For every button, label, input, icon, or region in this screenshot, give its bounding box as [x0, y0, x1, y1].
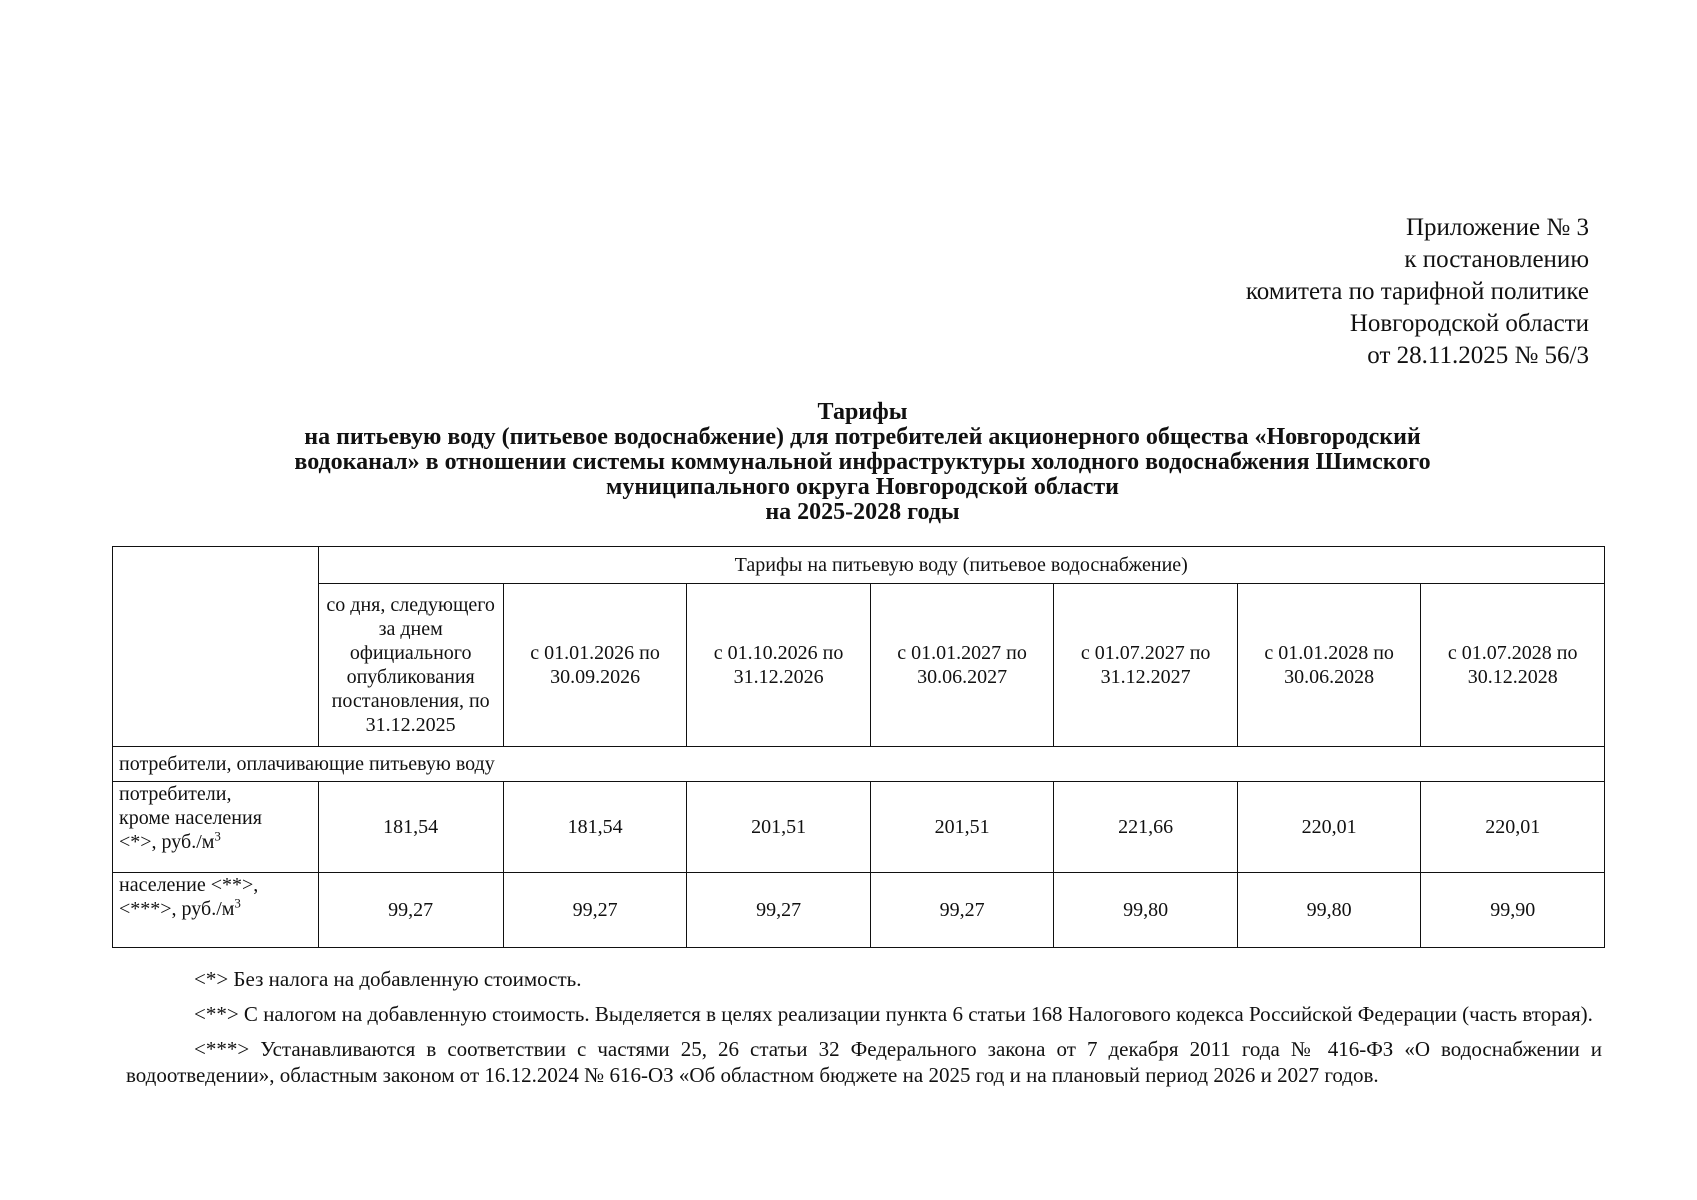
row-label-line: кроме населения [119, 807, 262, 829]
tariff-value: 99,27 [318, 873, 503, 948]
tariff-value: 221,66 [1054, 782, 1238, 873]
table-row [113, 873, 1605, 948]
row-label-line: население <**>, [119, 874, 259, 896]
tariff-value: 220,01 [1237, 782, 1421, 873]
row-label-population [113, 873, 319, 948]
section-label: потребители, оплачивающие питьевую воду [113, 747, 1605, 782]
row-label-line [119, 830, 312, 854]
tariff-value: 99,80 [1237, 873, 1421, 948]
appendix-number: Приложение № 3 [1405, 214, 1589, 241]
period-header: с 01.10.2026 по 31.12.2026 [687, 584, 871, 747]
table-corner-cell [113, 547, 319, 747]
tariff-value: 181,54 [503, 782, 687, 873]
table-period-header-row [113, 584, 1605, 747]
period-header: с 01.01.2028 по 30.06.2028 [1237, 584, 1421, 747]
document-title [165, 400, 1560, 525]
tariff-value: 99,27 [870, 873, 1054, 948]
tariff-value: 99,80 [1054, 873, 1238, 948]
footnote-legal-basis: <***> Устанавливаются в соответствии с частями 25, 26 статьи 32 Федерального закона от 7 декабря 2011 года № 416-ФЗ «О водоснабжении и водоотведении», областным законом от 16.12.2024 № 616-ОЗ «Об областном бюджете на 2025 год и на плановый период 2026 и 2027 годов. [126, 1037, 1602, 1087]
row-label-unit: <*>, руб./м [119, 831, 215, 853]
period-header: с 01.01.2027 по 30.06.2027 [870, 584, 1054, 747]
footnotes [126, 966, 1602, 1097]
tariff-value: 181,54 [318, 782, 503, 873]
unit-exponent: 3 [214, 828, 221, 844]
table-group-header-row [113, 547, 1605, 584]
tariff-value: 99,90 [1421, 873, 1605, 948]
tariff-value: 220,01 [1421, 782, 1605, 873]
row-label-line [119, 897, 312, 921]
table-row [113, 782, 1605, 873]
row-label-non-population [113, 782, 319, 873]
tariffs-table [112, 546, 1605, 948]
appendix-to-resolution: к постановлению [1404, 246, 1589, 273]
appendix-date-number: от 28.11.2025 № 56/3 [1367, 342, 1589, 369]
unit-exponent: 3 [234, 895, 241, 911]
appendix-block [1246, 212, 1589, 372]
table-section-row [113, 747, 1605, 782]
row-label-unit: <***>, руб./м [119, 898, 235, 920]
tariff-value: 99,27 [503, 873, 687, 948]
table-group-header: Тарифы на питьевую воду (питьевое водоснабжение) [318, 547, 1604, 584]
footnote-vat-excluded: <*> Без налога на добавленную стоимость. [194, 967, 582, 991]
row-label-line: потребители, [119, 783, 232, 805]
period-header: со дня, следующего за днем официального опубликования постановления, по 31.12.2025 [318, 584, 503, 747]
period-header: с 01.01.2026 по 30.09.2026 [503, 584, 687, 747]
appendix-region: Новгородской области [1349, 310, 1589, 337]
tariff-value: 99,27 [687, 873, 871, 948]
title-line-2: на питьевую воду (питьевое водоснабжение) для потребителей акционерного общества «Новгородский [304, 424, 1421, 450]
title-line-5: на 2025-2028 годы [765, 499, 960, 525]
appendix-committee: комитета по тарифной политике [1245, 278, 1589, 305]
title-line-1: Тарифы [817, 399, 908, 425]
title-line-4: муниципального округа Новгородской области [606, 474, 1119, 500]
period-header: с 01.07.2028 по 30.12.2028 [1421, 584, 1605, 747]
footnote-vat-included: <**> С налогом на добавленную стоимость. Выделяется в целях реализации пункта 6 статьи 168 Налогового кодекса Российской Федерации (часть вторая). [194, 1002, 1593, 1026]
period-header: с 01.07.2027 по 31.12.2027 [1054, 584, 1238, 747]
tariff-value: 201,51 [870, 782, 1054, 873]
tariff-value: 201,51 [687, 782, 871, 873]
title-line-3: водоканал» в отношении системы коммунальной инфраструктуры холодного водоснабжения Шимского [294, 449, 1431, 475]
